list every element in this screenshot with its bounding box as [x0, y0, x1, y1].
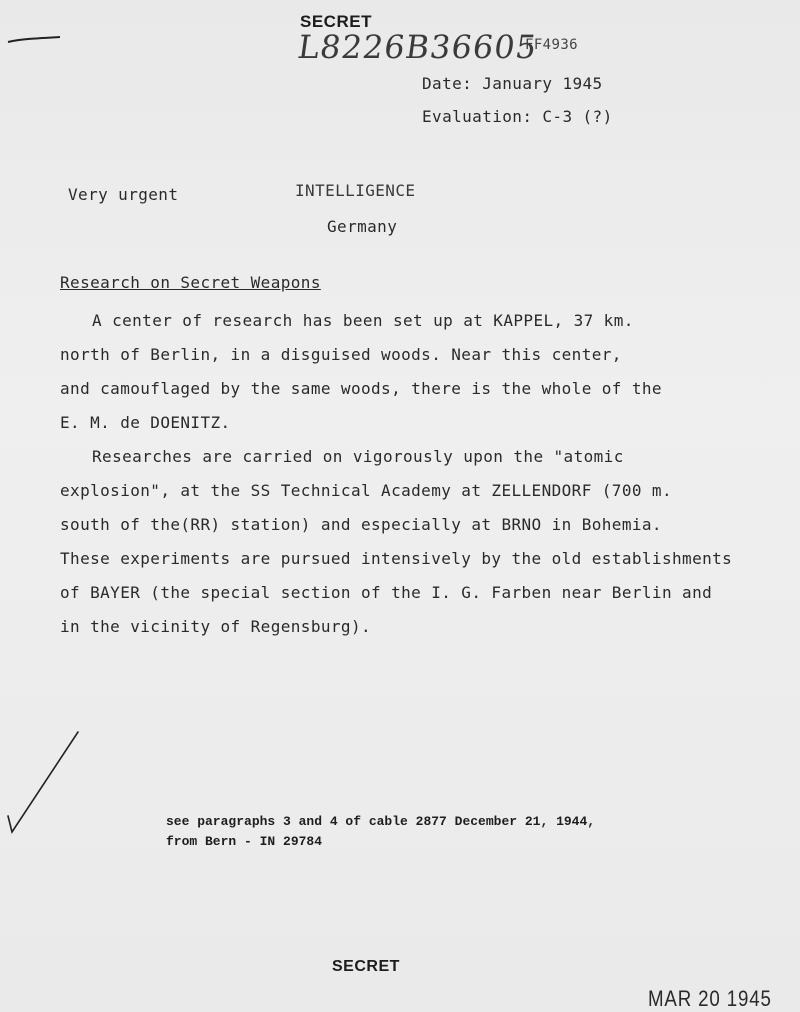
- reference-line: from Bern - IN 29784: [166, 834, 323, 849]
- text-line: in the vicinity of Regensburg).: [60, 617, 372, 636]
- footer-classification: SECRET: [332, 958, 400, 975]
- received-date-stamp: MAR 20 1945: [648, 986, 772, 1011]
- priority-label: Very urgent: [68, 185, 179, 204]
- header-classification: SECRET: [300, 12, 372, 31]
- text-line: explosion", at the SS Technical Academy at ZELLENDORF (700 m.: [60, 481, 673, 500]
- paragraph-2: [60, 440, 790, 644]
- cable-reference: [166, 812, 595, 852]
- text-line: These experiments are pursued intensively by the old establishments: [60, 549, 733, 568]
- country-label: Germany: [327, 217, 398, 236]
- evaluation-code: Evaluation: C-3 (?): [422, 107, 613, 126]
- text-line: E. M. de DOENITZ.: [60, 413, 231, 432]
- document-date: Date: January 1945: [422, 74, 603, 93]
- text-line: south of the(RR) station) and especially at BRNO in Bohemia.: [60, 515, 662, 534]
- subject-line: Research on Secret Weapons: [60, 273, 321, 292]
- reference-line: see paragraphs 3 and 4 of cable 2877 December 21, 1944,: [166, 814, 596, 829]
- check-mark: [4, 726, 84, 838]
- body-text: [60, 304, 790, 644]
- text-line: Researches are carried on vigorously upon the "atomic: [92, 447, 624, 466]
- text-line: and camouflaged by the same woods, there is the whole of the: [60, 379, 662, 398]
- handwritten-number: L8226B36605: [295, 28, 540, 66]
- text-line: of BAYER (the special section of the I. G. Farben near Berlin and: [60, 583, 713, 602]
- file-number: FF4936: [525, 37, 578, 53]
- text-line: north of Berlin, in a disguised woods. Near this center,: [60, 345, 622, 364]
- pen-dash-mark: [6, 34, 62, 46]
- text-line: A center of research has been set up at KAPPEL, 37 km.: [92, 311, 634, 330]
- document-type: INTELLIGENCE: [295, 181, 416, 200]
- paragraph-1: [60, 304, 790, 440]
